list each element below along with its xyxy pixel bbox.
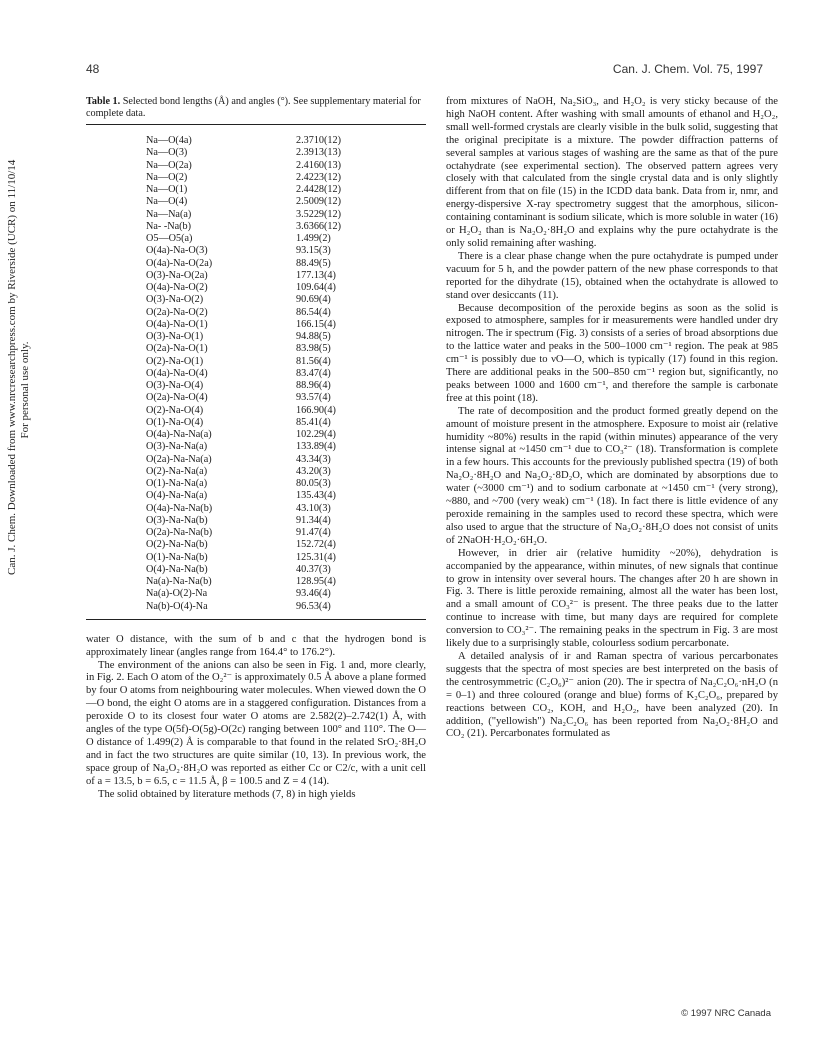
bond-value: 86.54(4)	[296, 306, 331, 318]
bond-value: 135.43(4)	[296, 490, 336, 502]
journal-header: Can. J. Chem. Vol. 75, 1997	[612, 62, 763, 76]
bond-table	[86, 135, 416, 613]
table-row	[86, 258, 416, 270]
bond-label: O(2)-Na-O(4)	[146, 404, 204, 416]
bond-value: 166.15(4)	[296, 318, 336, 330]
bond-value: 83.47(4)	[296, 367, 331, 379]
table-row	[86, 466, 416, 478]
bond-value: 133.89(4)	[296, 441, 336, 453]
table-caption-label: Table 1.	[86, 96, 121, 107]
bond-label: Na(b)-O(4)-Na	[146, 600, 208, 612]
table-row	[86, 454, 416, 466]
bond-value: 43.10(3)	[296, 502, 331, 514]
bond-label: O5—O5(a)	[146, 233, 193, 244]
bond-value: 43.20(3)	[296, 465, 331, 477]
bond-label: O(4a)-Na-O(1)	[146, 318, 208, 330]
bond-label: O(4a)-Na-Na(a)	[146, 429, 212, 440]
table-row	[86, 564, 416, 576]
bond-value: 91.47(4)	[296, 527, 331, 538]
table-row	[86, 417, 416, 429]
table-row	[86, 356, 416, 368]
bond-label: Na—O(4a)	[146, 135, 192, 146]
bond-value: 102.29(4)	[296, 429, 336, 440]
watermark-line-2: For personal use only.	[19, 341, 31, 439]
bond-label: O(3)-Na-O(1)	[146, 331, 204, 342]
bond-table-body	[86, 135, 416, 613]
table-row	[86, 294, 416, 306]
bond-value: 88.49(5)	[296, 257, 331, 269]
table-row	[86, 184, 416, 196]
table-row	[86, 380, 416, 392]
table-row	[86, 307, 416, 319]
table-row	[86, 601, 416, 613]
table-row	[86, 405, 416, 417]
table-row	[86, 135, 416, 147]
bond-label: O(2)-Na-O(1)	[146, 355, 204, 367]
table-row	[86, 588, 416, 600]
table-row	[86, 441, 416, 453]
bond-value: 93.46(4)	[296, 588, 331, 600]
bond-label: Na(a)-O(2)-Na	[146, 588, 208, 600]
bond-value: 91.34(4)	[296, 514, 331, 526]
table-row	[86, 503, 416, 515]
bond-label: Na—O(4)	[146, 196, 188, 208]
bond-label: O(4a)-Na-Na(b)	[146, 502, 213, 514]
bond-value: 96.53(4)	[296, 600, 331, 612]
download-watermark	[6, 159, 32, 575]
table-row	[86, 515, 416, 527]
bond-label: O(3)-Na-Na(b)	[146, 514, 208, 526]
bond-label: O(4a)-Na-O(3)	[146, 245, 208, 257]
table-row	[86, 527, 416, 539]
bond-label: O(4a)-Na-O(4)	[146, 367, 208, 379]
right-body-text	[446, 96, 778, 741]
bond-label: O(2)-Na-Na(b)	[146, 539, 208, 551]
bond-value: 125.31(4)	[296, 551, 336, 563]
bond-label: O(2a)-Na-O(2)	[146, 306, 208, 318]
bond-label: Na—O(3)	[146, 147, 188, 159]
table-row	[86, 172, 416, 184]
bond-label: O(3)-Na-O(2)	[146, 294, 204, 306]
bond-label: O(2a)-Na-Na(b)	[146, 527, 213, 538]
body-paragraph: Because decomposition of the peroxide begins as soon as the solid is exposed to atmosphere, samples for ir measurements were handled under dry nitrogen. The ir spectrum (Fig. 3) consists of a series of broad absorptions due to the lattice water and peaks in the 500–1000 cm⁻¹ region. The peak at 985 cm⁻¹ is possibly due to νO—O, which is typically (17) found in this region. There are additional peaks in the 500–850 cm⁻¹ region but, significantly, no peaks between 1000 and 1600 cm⁻¹, and therefore the sample is carbonate free at this point (18).	[446, 302, 778, 404]
table-row	[86, 160, 416, 172]
bond-value: 3.6366(12)	[296, 220, 341, 232]
table-bottom-rule	[86, 619, 426, 620]
table-row	[86, 245, 416, 257]
table-row	[86, 343, 416, 355]
bond-value: 2.4428(12)	[296, 184, 341, 195]
table-row	[86, 331, 416, 343]
table-row	[86, 478, 416, 490]
body-paragraph: water O distance, with the sum of b and c that the hydrogen bond is approximately linear (angles range from 164.4° to 176.2°).	[86, 633, 426, 658]
bond-label: O(2a)-Na-Na(a)	[146, 453, 212, 465]
table-row	[86, 392, 416, 404]
table-row	[86, 209, 416, 221]
right-column	[446, 96, 778, 741]
bond-value: 2.5009(12)	[296, 196, 341, 208]
bond-label: Na—O(1)	[146, 184, 188, 195]
bond-value: 94.88(5)	[296, 331, 331, 342]
bond-label: O(3)-Na-Na(a)	[146, 441, 208, 453]
bond-value: 83.98(5)	[296, 343, 331, 355]
bond-label: O(1)-Na-O(4)	[146, 416, 204, 428]
table-row	[86, 552, 416, 564]
bond-label: O(4)-Na-Na(a)	[146, 490, 208, 502]
table-row	[86, 233, 416, 245]
body-paragraph: from mixtures of NaOH, Na₂SiO₃, and H₂O₂ is very sticky because of the high NaOH content. After washing with small amounts of ethanol and H₂O₂, small well-formed crystals are clearly visible in the bulk solid, suggesting that the original precipitate is a mixture. The powder diffraction patterns of several samples at various stages of washing are the same as that of the pure octahydrate (see experimental section). The observed pattern agrees very closely with that calculated from the single crystal data and is only slightly different from that on file (15) in the ICDD data bank. Data from ir, nmr, and energy-dispersive X-ray spectrometry suggest that the amorphous, silicon-containing contaminant is sodium silicate, which is more soluble in water (16) or H₂O₂ than is Na₂O₂·8H₂O and explains why the pure octahydrate is the only solid remaining after washing.	[446, 96, 778, 249]
table-row	[86, 270, 416, 282]
bond-label: O(3)-Na-O(2a)	[146, 269, 208, 281]
bond-label: O(4a)-Na-O(2)	[146, 282, 208, 293]
table-row	[86, 490, 416, 502]
body-paragraph: The solid obtained by literature methods (7, 8) in high yields	[98, 788, 356, 800]
bond-value: 177.13(4)	[296, 269, 336, 281]
body-paragraph: There is a clear phase change when the pure octahydrate is pumped under vacuum for 5 h, and the powder pattern of the new phase corresponds to that reported for the dihydrate (15), obtained when the octahydrate is allowed to stand over desiccants (11).	[446, 250, 778, 301]
bond-value: 80.05(3)	[296, 478, 331, 489]
body-paragraph: The environment of the anions can also be seen in Fig. 1 and, more clearly, in Fig. 2. Each O atom of the O₂²⁻ is approximately 0.5 Å above a plane formed by four O atoms from neighbouring water molecules. When viewed down the O—O bond, the eight O atoms are in a staggered configuration. Distances from a peroxide O to its closest four water O atoms are 2.582(2)–2.742(1) Å, with angles of the type O(5f)-O(5g)-O(2c) ranging between 100° and 110°. The O—O distance of 1.499(2) Å is comparable to that found in the related SrO₂·8H₂O and in fact the two structures are quite similar (10, 13). In previous work, the space group of Na₂O₂·8H₂O was reported as either Cc or C2/c, with a unit cell of a = 13.5, b = 6.5, c = 11.5 Å, β = 100.5 and Z = 4 (14).	[86, 659, 426, 787]
bond-label: O(1)-Na-Na(a)	[146, 478, 208, 489]
table-caption-text: Selected bond lengths (Å) and angles (°). See supplementary material for complete data.	[86, 96, 421, 119]
bond-value: 2.3710(12)	[296, 135, 341, 146]
bond-value: 2.4223(12)	[296, 171, 341, 183]
body-paragraph: The rate of decomposition and the product formed greatly depend on the amount of moisture present in the atmosphere. Exposure to moist air (relative humidity ~80%) results in the rapid (within minutes) appearance of the very intense signal at ~1450 cm⁻¹ due to CO₃²⁻ (18). Transformation is complete in a few hours. This accounts for the previously published spectra (19) of both Na₂O₂·8H₂O and Na₂O₂·8D₂O, which are dominated by absorptions due to water (~3000 cm⁻¹) and to sodium carbonate at ~1450 cm⁻¹ (very strong), ~880, and ~700 (very weak) cm⁻¹ (18). In fact there is little evidence of any peroxide remaining in the samples used to record these spectra, which were also used to argue that the structure of Na₂O₂·8H₂O does not consist of units of 2NaOH·H₂O₂·6H₂O.	[446, 405, 778, 546]
body-paragraph: However, in drier air (relative humidity ~20%), dehydration is accompanied by the appearance, within minutes, of new signals that continue to grow in intensity over several hours. The changes after 20 h are shown in Fig. 3. There is little peroxide remaining, almost all the water has been lost, and a small amount of CO₃²⁻ is present. The three peaks due to the latter continue to increase with time, but many days are required for complete conversion to CO₃²⁻. The remaining peaks in the spectrum in Fig. 3 are most likely due to a surprisingly stable, colourless sodium percarbonate.	[446, 547, 778, 650]
bond-value: 85.41(4)	[296, 416, 331, 428]
bond-label: O(2)-Na-Na(a)	[146, 465, 208, 477]
page-number: 48	[86, 62, 100, 76]
bond-label: Na- -Na(b)	[146, 220, 191, 232]
copyright: © 1997 NRC Canada	[681, 1008, 771, 1019]
bond-value: 109.64(4)	[296, 282, 336, 293]
bond-value: 128.95(4)	[296, 576, 336, 587]
bond-label: Na(a)-Na-Na(b)	[146, 576, 212, 587]
bond-value: 93.57(4)	[296, 392, 331, 404]
bond-label: O(3)-Na-O(4)	[146, 380, 204, 391]
watermark-line-1: Can. J. Chem. Downloaded from www.nrcresearchpress.com by Riverside (UCR) on 11/10/14	[6, 159, 18, 575]
bond-label: Na—O(2)	[146, 171, 188, 183]
body-paragraph: A detailed analysis of ir and Raman spectra of various percarbonates suggests that the spectra of most species are best interpreted on the basis of the centrosymmetric (C₂O₆)²⁻ anion (20). The ir spectra of Na₂C₂O₆·nH₂O (n = 0–1) and three coloured (orange and blue) forms of K₂C₂O₆, prepared by reactions between CO₂, KOH, and H₂O₂, have been analyzed (20). In addition, ("yellowish") Na₂C₂O₆ has been reported from Na₂O₂·8H₂O and CO₂ (21). Percarbonates formulated as	[446, 650, 778, 740]
bond-value: 40.37(3)	[296, 563, 331, 575]
bond-value: 88.96(4)	[296, 380, 331, 391]
bond-value: 152.72(4)	[296, 539, 336, 551]
bond-label: O(4a)-Na-O(2a)	[146, 257, 213, 269]
bond-label: O(2a)-Na-O(4)	[146, 392, 208, 404]
table-row	[86, 221, 416, 233]
table-row	[86, 319, 416, 331]
bond-label: O(4)-Na-Na(b)	[146, 563, 208, 575]
bond-value: 166.90(4)	[296, 404, 336, 416]
bond-value: 2.4160(13)	[296, 159, 341, 171]
table-row	[86, 429, 416, 441]
table-row	[86, 539, 416, 551]
bond-label: O(1)-Na-Na(b)	[146, 551, 208, 563]
table-row	[86, 282, 416, 294]
bond-label: Na—Na(a)	[146, 208, 192, 220]
bond-value: 3.5229(12)	[296, 208, 341, 220]
bond-label: Na—O(2a)	[146, 159, 192, 171]
bond-value: 81.56(4)	[296, 355, 331, 367]
bond-value: 2.3913(13)	[296, 147, 341, 159]
table-row	[86, 576, 416, 588]
left-body-text	[86, 634, 426, 802]
table-caption	[86, 96, 426, 120]
left-column	[86, 96, 426, 802]
table-top-rule	[86, 124, 426, 125]
table-row	[86, 147, 416, 159]
bond-value: 1.499(2)	[296, 233, 331, 244]
bond-value: 93.15(3)	[296, 245, 331, 257]
table-row	[86, 196, 416, 208]
bond-value: 90.69(4)	[296, 294, 331, 306]
bond-value: 43.34(3)	[296, 453, 331, 465]
bond-label: O(2a)-Na-O(1)	[146, 343, 208, 355]
table-row	[86, 368, 416, 380]
